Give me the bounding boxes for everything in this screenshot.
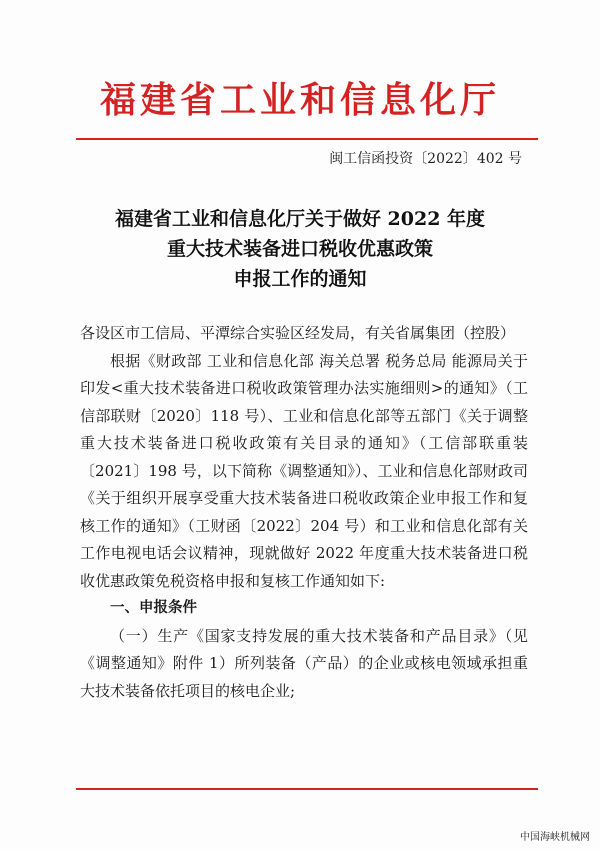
section-heading-1: 一、申报条件 — [110, 600, 197, 616]
title-line-2: 重大技术装备进口税收优惠政策 — [166, 238, 433, 260]
agency-header-title: 福建省工业和信息化厅 — [99, 79, 500, 121]
document-body — [80, 320, 528, 705]
document-number: 闽工信函投资〔2022〕402 号 — [329, 151, 522, 167]
title-line-3: 申报工作的通知 — [233, 268, 367, 290]
header-red-rule — [76, 138, 538, 140]
site-watermark: 中国海峡机械网 — [520, 832, 590, 843]
document-title — [0, 204, 600, 294]
addressee-line: 各设区市工信局、平潭综合实验区经发局，有关省属集团（控股） — [80, 324, 516, 342]
title-line-1: 福建省工业和信息化厅关于做好 2022 年度 — [114, 208, 486, 230]
body-paragraph-2: （一）生产《国家支持发展的重大技术装备和产品目录》（见《调整通知》附件 1）所列装备（产品）的企业或核电领域承担重大技术装备依托项目的核电企业; — [80, 626, 528, 700]
body-paragraph-1: 根据《财政部 工业和信息化部 海关总署 税务总局 能源局关于印发<重大技术装备进口税收政策管理办法实施细则>的通知》（工信部联财〔2020〕118 号）、工业和信息化部等五部门《关于调整重大技术装备进口税收政策有关目录的通知》（工信部联重装〔2021〕198 号，以下简称《调整通知》）、工业和信息化部财政司《关于组织开展享受重大技术装备进口税收政策企业申报工作和复核工作的通知》（工财函〔2022〕204 号）和工业和信息化部有关工作电视电话会议精神，现就做好 2022 年度重大技术装备进口税收优惠政策免税资格申报和复核工作通知如下: — [80, 351, 528, 590]
footer-red-rule — [76, 788, 538, 790]
